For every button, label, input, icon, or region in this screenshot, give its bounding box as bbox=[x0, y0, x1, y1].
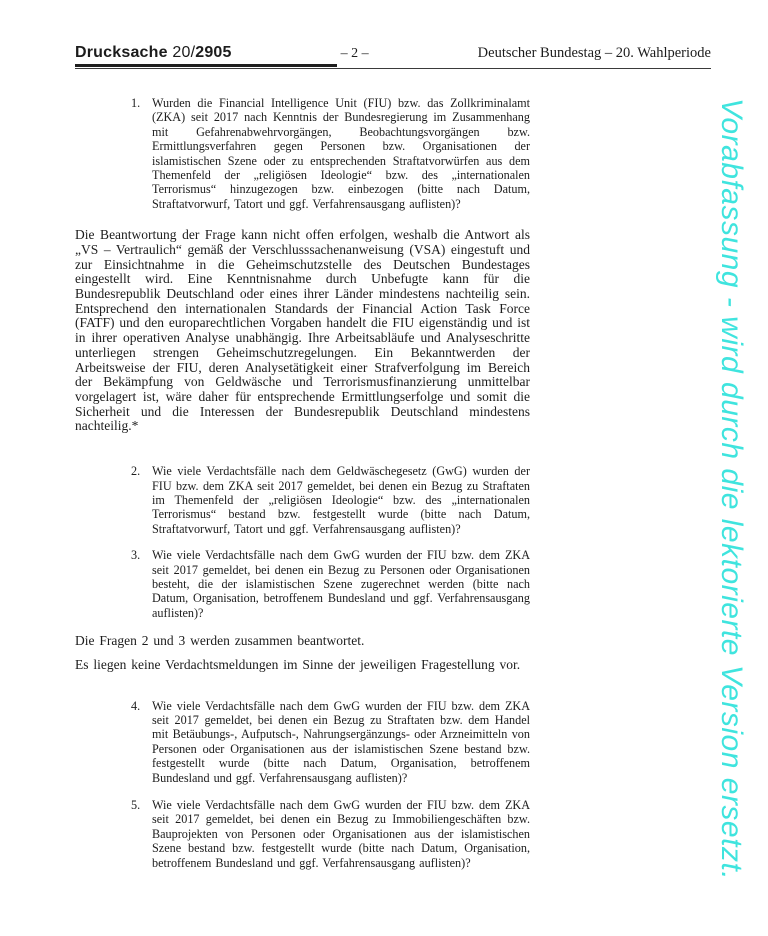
question-number: 3. bbox=[131, 548, 141, 563]
page-header bbox=[75, 44, 711, 62]
header-rule-thin bbox=[75, 68, 711, 69]
page-number-marker: – 2 – bbox=[340, 46, 369, 61]
document-body bbox=[75, 96, 530, 870]
question-item-1 bbox=[131, 96, 530, 211]
watermark-container bbox=[714, 98, 764, 936]
question-item-5 bbox=[131, 798, 530, 870]
question-number: 4. bbox=[131, 698, 141, 713]
header-rule-thick bbox=[75, 64, 337, 67]
answer-paragraph-2-3-body: Es liegen keine Verdachtsmeldungen im Sinne der jeweiligen Fragestellung vor. bbox=[75, 656, 521, 672]
doc-number: 2905 bbox=[195, 44, 232, 61]
question-text: Wurden die Financial Intelligence Unit (FIU) bzw. das Zollkriminalamt (ZKA) seit 2017 nach Kenntnis der Bundesregierung im Zusammenhang mit Gefahrenabwehrvorgängen, Beobachtungsvorgängen bzw. Ermittlungsverfahren gegen Personen bzw. Organisationen der islamistischen Szene oder zu entsprechenden Straftatvorwürfen aus dem Themenfeld der „religiösen Ideologie“ bzw. des „internationalen Terrorismus“ hinzugezogen bzw. einbezogen (bitte nach Datum, Straftatvorwurf, Tatort und ggf. Verfahrensausgang auflisten)? bbox=[152, 96, 530, 211]
question-text: Wie viele Verdachtsfälle nach dem GwG wurden der FIU bzw. dem ZKA seit 2017 gemeldet, bei denen ein Bezug zu Personen oder Organisationen besteht, die der islamistischen Szene zugerechnet werden (bitte nach Datum, Organisation, betroffenem Bundesland und ggf. Verfahrensausgang auflisten)? bbox=[152, 548, 530, 620]
question-text: Wie viele Verdachtsfälle nach dem Geldwäschegesetz (GwG) wurden der FIU bzw. dem ZKA seit 2017 gemeldet, bei denen ein Bezug zu Straftaten im Themenfeld der „religiösen Ideologie“ bzw. des „internationalen Terrorismus“ bestand bzw. festgestellt wurde (bitte nach Datum, Straftatvorwurf, Tatort und ggf. Verfahrensausgang auflisten)? bbox=[152, 464, 530, 536]
vorabfassung-watermark: Vorabfassung - wird durch die lektorierte Version ersetzt. bbox=[715, 98, 748, 881]
question-text: Wie viele Verdachtsfälle nach dem GwG wurden der FIU bzw. dem ZKA seit 2017 gemeldet, bei denen ein Bezug zu Immobiliengeschäften bzw. Bauprojekten von Personen oder Organisationen aus der islamistischen Szene bestand bzw. festgestellt wurde (bitte nach Datum, Organisation, betroffenem Bundesland und ggf. Verfahrensausgang auflisten)? bbox=[152, 798, 530, 870]
doc-label: Drucksache bbox=[75, 44, 168, 61]
document-number bbox=[75, 44, 232, 62]
answer-paragraph-2-3-intro: Die Fragen 2 und 3 werden zusammen beantwortet. bbox=[75, 633, 365, 649]
question-text: Wie viele Verdachtsfälle nach dem GwG wurden der FIU bzw. dem ZKA seit 2017 gemeldet, bei denen ein Bezug zu Straftaten bzw. dem Handel mit Betäubungs-, Aufputsch-, Nahrungsergänzungs- oder Arzneimitteln von Personen oder Organisationen aus der islamistischen Szene bestand bzw. festgestellt wurde (bitte nach Datum, Organisation, betroffenem Bundesland und ggf. Verfahrensausgang auflisten)? bbox=[152, 698, 530, 785]
answer-paragraph-1: Die Beantwortung der Frage kann nicht offen erfolgen, weshalb die Antwort als „VS – Vertraulich“ gemäß der Verschlusssachenanweisung (VSA) eingestuft und zur Einsichtnahme in die Geheimschutzstelle des Deutschen Bundestages eingestellt wird. Eine Kenntnisnahme durch Unbefugte kann für die Bundesrepublik Deutschland oder eines ihrer Länder mindestens nachteilig sein. Entsprechend den internationalen Standards der Financial Action Task Force (FATF) und den europarechtlichen Vorgaben handelt die FIU eigenständig und ist in ihrer operativen Analyse unabhängig. Ihre Arbeitsabläufe und Analyseschritte unterliegen strengen Geheimschutzregelungen. Ein Bekanntwerden der Arbeitsweise der FIU, deren Analysetätigkeit einer Strafverfolgung im Bereich der Bekämpfung von Geldwäsche und Terrorismusfinanzierung unmittelbar vorgelagert ist, wäre daher für entsprechende Ermittlungserfolge und somit die Sicherheit und die Interessen der Bundesrepublik Deutschland mindestens nachteilig.* bbox=[75, 227, 530, 434]
question-number: 2. bbox=[131, 464, 141, 479]
question-number: 5. bbox=[131, 798, 141, 812]
question-number: 1. bbox=[131, 96, 141, 110]
doc-number-prefix: 20/ bbox=[172, 44, 196, 61]
question-item-4 bbox=[131, 699, 530, 785]
parliament-title: Deutscher Bundestag – 20. Wahlperiode bbox=[477, 45, 711, 61]
question-item-3 bbox=[131, 548, 530, 620]
question-item-2 bbox=[131, 464, 530, 536]
